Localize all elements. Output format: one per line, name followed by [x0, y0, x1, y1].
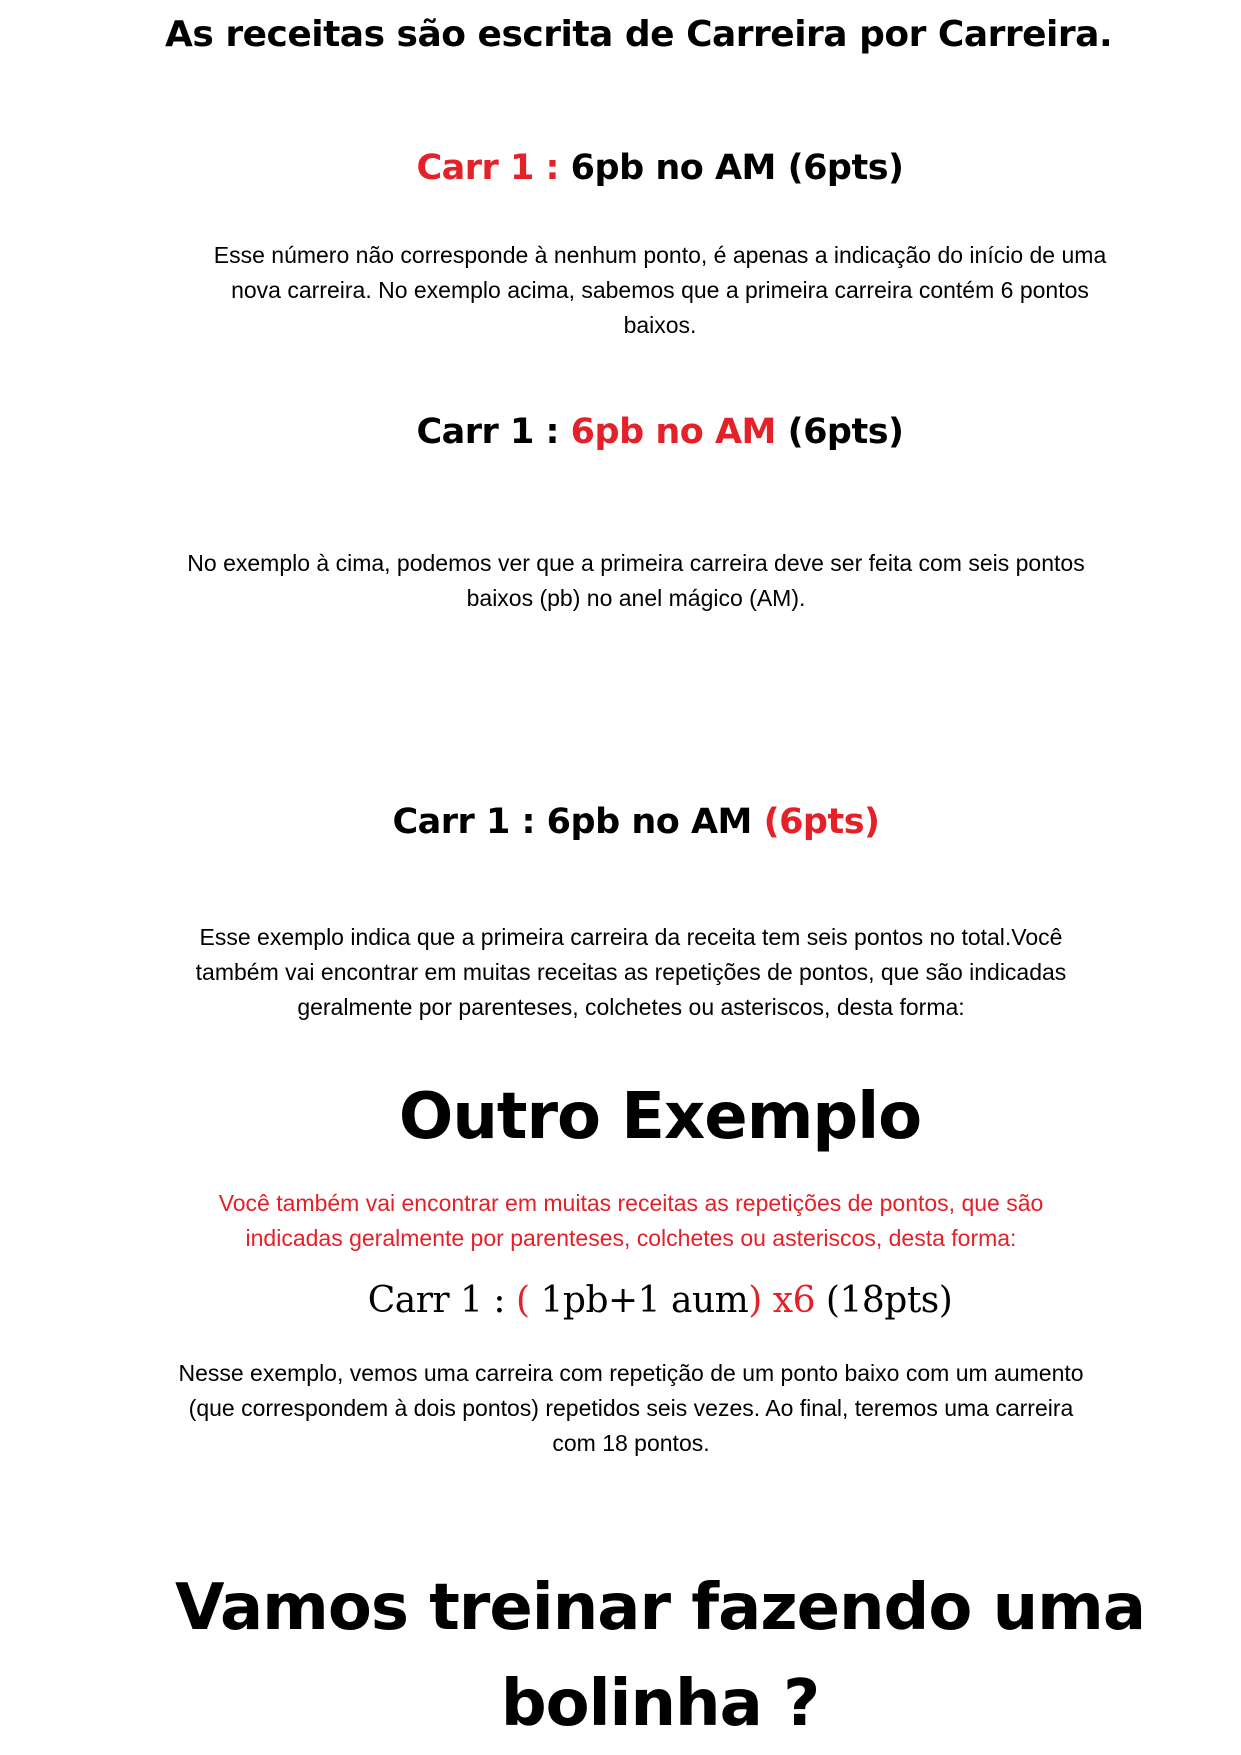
stitch-total: (6pts): [787, 148, 904, 188]
formula-example-2: [0, 412, 1241, 452]
formula-example-1: [0, 148, 1241, 188]
close-paren: ): [748, 1280, 762, 1321]
row-label: Carr 1 :: [392, 802, 535, 842]
formula-example-3: [0, 802, 1241, 842]
explanation-example-1: Esse número não corresponde à nenhum ponto, é apenas a indicação do início de uma nova carreira. No exemplo acima, sabemos que a primeira carreira contém 6 pontos baixos.: [213, 242, 1107, 338]
stitch-instruction: 6pb no AM: [570, 148, 776, 188]
other-example-explanation: Nesse exemplo, vemos uma carreira com repetição de um ponto baixo com um aumento (que correspondem à dois pontos) repetidos seis vezes. Ao final, teremos uma carreira com 18 pontos.: [178, 1360, 1084, 1456]
stitch-instruction: 6pb no AM: [570, 412, 776, 452]
other-example-intro: Você também vai encontrar em muitas receitas as repetições de pontos, que são indicadas geralmente por parenteses, colchetes ou asteriscos, desta forma:: [218, 1190, 1044, 1251]
row-label: Carr 1 :: [416, 148, 559, 188]
stitch-total: (18pts): [814, 1280, 953, 1321]
repetition-formula: [0, 1280, 1241, 1321]
row-label: Carr 1 :: [367, 1280, 506, 1321]
stitch-total: (6pts): [763, 802, 880, 842]
stitch-total: (6pts): [787, 412, 904, 452]
repeat-multiplier: x6: [761, 1280, 815, 1321]
explanation-example-3: Esse exemplo indica que a primeira carreira da receita tem seis pontos no total.Você também vai encontrar em muitas receitas as repetições de pontos, que são indicadas geralmente por parenteses, colchetes ou asteriscos, desta forma:: [195, 924, 1067, 1020]
explanation-example-2: No exemplo à cima, podemos ver que a primeira carreira deve ser feita com seis pontos baixos (pb) no anel mágico (AM).: [187, 550, 1085, 611]
row-label: Carr 1 :: [416, 412, 559, 452]
stitch-instruction: 6pb no AM: [546, 802, 752, 842]
other-example-heading: Outro Exemplo: [398, 1080, 922, 1154]
page-title: As receitas são escrita de Carreira por Carreira.: [165, 14, 1113, 55]
closing-heading: Vamos treinar fazendo uma bolinha ?: [174, 1571, 1146, 1741]
open-paren: (: [516, 1280, 530, 1321]
repeat-inner: 1pb+1 aum: [529, 1280, 749, 1321]
